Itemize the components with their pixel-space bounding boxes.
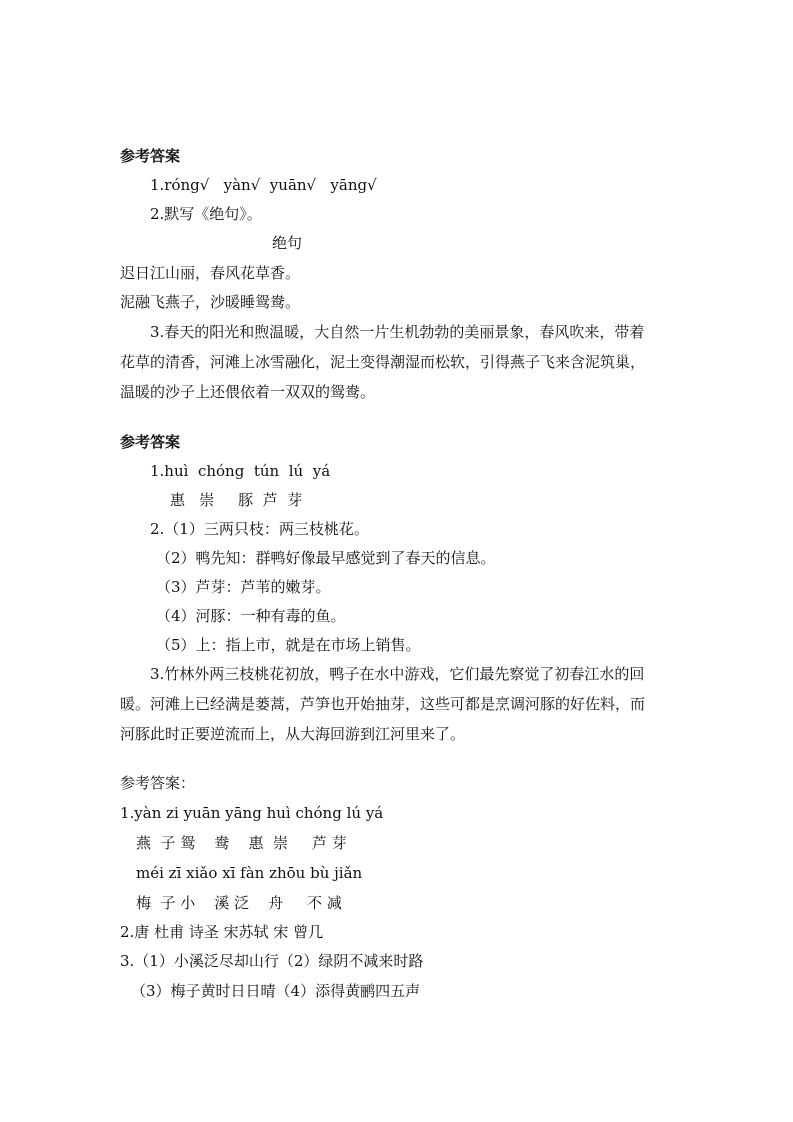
section-3-line: 2.唐 杜甫 诗圣 宋苏轼 宋 曾几 [120, 923, 324, 941]
section-1-line: 温暖的沙子上还偎依着一双双的鸳鸯。 [120, 383, 376, 401]
section-3-heading: 参考答案： [120, 774, 196, 792]
section-2-line: 1.huì chóng tún lú yá [150, 462, 331, 480]
section-3-line: 3.（1）小溪泛尽却山行（2）绿阴不减来时路 [120, 952, 424, 970]
section-2-line: 河豚此时正要逆流而上，从大海回游到江河里来了。 [120, 725, 466, 743]
section-2-line: （4）河豚：一种有毒的鱼。 [156, 607, 346, 625]
poem-title: 绝句 [272, 234, 303, 252]
section-2-line: 暖。河滩上已经满是蒌蒿，芦笋也开始抽芽，这些可都是烹调河豚的好佐料，而 [120, 695, 646, 713]
section-2-line: （2）鸭先知：群鸭好像最早感觉到了春天的信息。 [156, 549, 496, 567]
section-2-heading: 参考答案 [120, 433, 181, 451]
section-3-line: 梅 子 小 溪 泛 舟 不 减 [136, 894, 342, 912]
section-1-heading: 参考答案 [120, 147, 181, 165]
section-1-line: 2.默写《绝句》。 [150, 205, 262, 223]
section-2-line: 3.竹林外两三枝桃花初放，鸭子在水中游戏，它们最先察觉了初春江水的回 [150, 665, 645, 683]
section-2-line: （3）芦芽：芦苇的嫩芽。 [156, 578, 331, 596]
section-2-line: 2.（1）三两只枝：两三枝桃花。 [150, 520, 369, 538]
section-2-line: （5）上：指上市，就是在市场上销售。 [156, 636, 421, 654]
section-1-line: 1.róng√ yàn√ yuān√ yāng√ [150, 176, 377, 194]
poem-line: 泥融飞燕子，沙暖睡鸳鸯。 [120, 293, 301, 311]
section-3-line: méi zī xiǎo xī fàn zhōu bù jiǎn [136, 864, 363, 882]
section-2-line: 惠 崇 豚 芦 芽 [170, 491, 303, 509]
section-1-line: 3.春天的阳光和煦温暖，大自然一片生机勃勃的美丽景象，春风吹来，带着 [150, 323, 645, 341]
section-3-line: 燕 子 鸳 鸯 惠 崇 芦 芽 [136, 834, 347, 852]
poem-line: 迟日江山丽，春风花草香。 [120, 264, 301, 282]
section-3-line: 1.yàn zi yuān yāng huì chóng lú yá [120, 804, 384, 822]
section-1-line: 花草的清香，河滩上冰雪融化，泥土变得潮湿而松软，引得燕子飞来含泥筑巢， [120, 353, 646, 371]
section-3-line: （3）梅子黄时日日晴（4）添得黄鹂四五声 [131, 982, 421, 1000]
